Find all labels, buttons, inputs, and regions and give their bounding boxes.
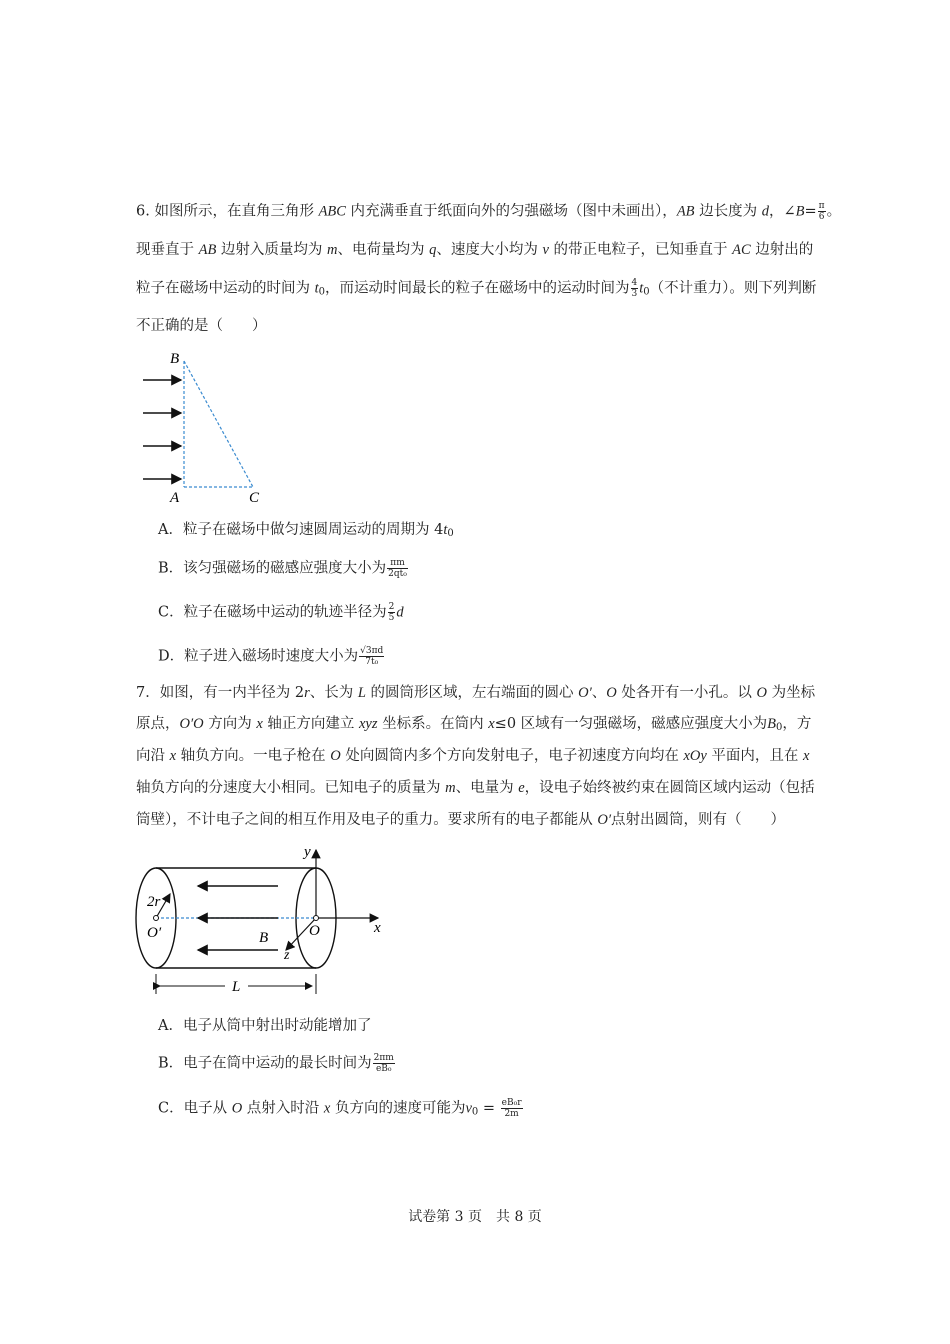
var-t: t	[639, 280, 644, 297]
var-AC: AC	[732, 242, 751, 258]
text: （不计重力）。则下列判断	[649, 280, 817, 297]
text: 边射出的	[750, 242, 814, 258]
text: 轴负方向的分速度大小相同。已知电子的质量为	[136, 780, 446, 796]
option-text: 电子在筒中运动的最长时间为	[183, 1055, 372, 1072]
option-text: 粒子在磁场中做匀速圆周运动的周期为 4	[182, 522, 444, 538]
text: 、长为	[309, 685, 358, 701]
var-AB: AB	[676, 203, 695, 220]
frac-num: 4	[631, 278, 638, 288]
text: 的圆筒形区域，左右端面的圆心	[365, 685, 579, 701]
q7-line-3	[136, 746, 809, 766]
label-2r: 2r	[147, 894, 161, 910]
page-footer: 试卷第 3 页 共 8 页	[408, 1209, 542, 1225]
var-O: O	[606, 685, 617, 701]
text: 点射出圆筒，则有（ ）	[611, 812, 786, 828]
text: 内充满垂直于纸面向外的匀强磁场（图中未画出），	[345, 203, 677, 220]
text: 的带正电粒子，已知垂直于	[548, 242, 733, 258]
subscript: 0	[643, 286, 650, 298]
var-B: B	[795, 203, 805, 220]
frac-den: eB₀	[375, 1064, 392, 1074]
option-text: 粒子进入磁场时速度大小为	[184, 648, 359, 665]
equals-sign: =	[478, 1100, 500, 1117]
frac-num: πm	[387, 558, 408, 569]
frac-den: 6	[818, 212, 825, 222]
text: 粒子在磁场中运动的时间为	[136, 280, 315, 297]
text: 平面内，且在	[706, 748, 804, 764]
text: 筒壁），不计电子之间的相互作用及电子的重力。要求所有的电子都能从	[136, 812, 598, 828]
q6-triangle-figure	[135, 345, 275, 510]
var-x: x	[488, 716, 495, 732]
text: 处各开有一小孔。以	[616, 685, 757, 701]
frac-num: 2	[388, 602, 395, 612]
var-xOy: xOy	[683, 748, 707, 764]
var-B: B	[767, 716, 777, 732]
fraction-pi-6	[818, 201, 826, 222]
fraction	[501, 1098, 523, 1119]
option-letter: C．	[158, 1100, 184, 1117]
label-B: B	[259, 930, 269, 946]
label-y: y	[304, 844, 311, 860]
var-q: q	[429, 242, 437, 258]
var-d: d	[396, 604, 404, 621]
subscript: 0	[318, 286, 326, 298]
q6-option-b	[158, 558, 409, 579]
frac-num: eB₀r	[501, 1098, 522, 1108]
q6-line-1	[136, 201, 841, 222]
var-ABC: ABC	[318, 203, 346, 220]
q6-option-c	[158, 602, 404, 623]
option-text: 该匀强磁场的磁感应强度大小为	[183, 560, 387, 577]
fraction	[359, 646, 384, 667]
var-d: d	[761, 203, 769, 220]
q7-cylinder-figure	[130, 838, 400, 1003]
text: 轴负方向。一电子枪在	[176, 748, 331, 764]
q6-option-d	[158, 646, 385, 667]
var-m: m	[327, 242, 338, 258]
q6-line-3	[136, 278, 816, 303]
q7-line-5	[136, 810, 785, 830]
option-text: 电子从筒中射出时动能增加了	[182, 1018, 372, 1034]
option-text: 点射入时沿	[242, 1100, 324, 1117]
var-x: x	[169, 748, 177, 764]
fraction	[373, 1053, 395, 1074]
var-v: v	[465, 1100, 472, 1117]
text: 处向圆筒内多个方向发射电子，电子初速度方向均在	[340, 748, 684, 764]
q7-option-b	[158, 1053, 396, 1074]
option-letter: C．	[158, 604, 184, 621]
text: ，方	[782, 716, 812, 732]
option-letter: A．	[158, 1018, 183, 1034]
q7-option-c	[158, 1098, 524, 1123]
text: ≤0 区域有一匀强磁场，磁感应强度大小为	[494, 716, 768, 732]
var-OO: O′O	[179, 716, 204, 732]
text: ，而运动时间最长的粒子在磁场中的运动时间为	[325, 280, 630, 297]
var-e: e	[518, 780, 525, 796]
text: 方向为	[203, 716, 257, 732]
var-O: O	[330, 748, 341, 764]
var-t: t	[443, 522, 448, 538]
text: 向沿	[136, 748, 170, 764]
subscript: 0	[776, 722, 783, 733]
q6-line-2	[136, 240, 813, 260]
frac-den: 7t₀	[365, 657, 379, 667]
option-letter: A．	[158, 522, 183, 538]
var-O: O	[231, 1100, 243, 1117]
text: 、	[591, 685, 607, 701]
option-letter: B．	[158, 1055, 184, 1072]
option-text: 负方向的速度可能为	[330, 1100, 466, 1117]
text: 7．如图，有一内半径为 2	[136, 685, 305, 701]
fraction-4-3	[631, 278, 639, 299]
text: 现垂直于	[136, 242, 199, 258]
text: 为坐标	[766, 685, 816, 701]
var-x: x	[256, 716, 263, 732]
q7-line-1	[136, 683, 815, 703]
text: ，∠	[769, 203, 796, 220]
q6-line-4: 不正确的是（ ）	[136, 318, 267, 334]
var-v: v	[542, 242, 549, 258]
frac-den: 3	[631, 289, 638, 299]
var-AB: AB	[198, 242, 217, 258]
text: ，设电子始终被约束在圆筒区域内运动（包括	[524, 780, 815, 796]
label-A: A	[170, 490, 180, 506]
triangle-abc	[184, 361, 253, 487]
frac-den: 2qt₀	[388, 569, 407, 579]
label-O: O	[309, 923, 320, 939]
label-B: B	[170, 351, 180, 367]
text: 边长度为	[694, 203, 762, 220]
text: =	[804, 203, 817, 220]
q7-line-4	[136, 778, 815, 798]
option-text: 电子从	[183, 1100, 232, 1117]
var-O: O	[756, 685, 767, 701]
text: 坐标系。在筒内	[377, 716, 489, 732]
var-O-prime: O′	[597, 812, 612, 828]
text: 、电量为	[455, 780, 519, 796]
frac-num: 2πm	[373, 1053, 394, 1063]
frac-num: √3πd	[360, 646, 384, 656]
frac-num: π	[818, 201, 825, 211]
var-r: r	[304, 685, 310, 701]
var-xyz: xyz	[359, 716, 378, 732]
q6-option-a	[158, 520, 454, 544]
incident-arrows	[143, 380, 181, 479]
fraction	[388, 602, 396, 623]
subscript: 0	[471, 1106, 479, 1118]
label-O-prime: O′	[147, 925, 162, 941]
frac-den: 5	[388, 613, 395, 623]
subscript: 0	[447, 528, 454, 539]
var-L: L	[357, 685, 366, 701]
label-z: z	[284, 948, 290, 963]
var-m: m	[445, 780, 456, 796]
coordinate-axes	[286, 850, 378, 950]
text: 原点，	[136, 716, 180, 732]
option-letter: B．	[158, 560, 184, 577]
option-text: 粒子在磁场中运动的轨迹半径为	[183, 604, 387, 621]
option-letter: D．	[158, 648, 185, 665]
text: 轴正方向建立	[262, 716, 359, 732]
label-x: x	[374, 920, 381, 936]
q7-line-2	[136, 714, 811, 738]
text: 边射入质量均为	[216, 242, 328, 258]
label-C: C	[249, 490, 260, 506]
fraction	[387, 558, 408, 579]
frac-den: 2m	[504, 1109, 519, 1119]
text: 、电荷量均为	[337, 242, 430, 258]
text: 6. 如图所示，在直角三角形	[136, 203, 319, 220]
text: 、速度大小均为	[436, 242, 543, 258]
var-x: x	[803, 748, 810, 764]
q7-option-a	[158, 1016, 371, 1036]
var-O-prime: O′	[578, 685, 592, 701]
text: 。	[826, 203, 842, 220]
var-x: x	[323, 1100, 331, 1117]
label-L: L	[232, 979, 241, 995]
var-t: t	[314, 280, 319, 297]
